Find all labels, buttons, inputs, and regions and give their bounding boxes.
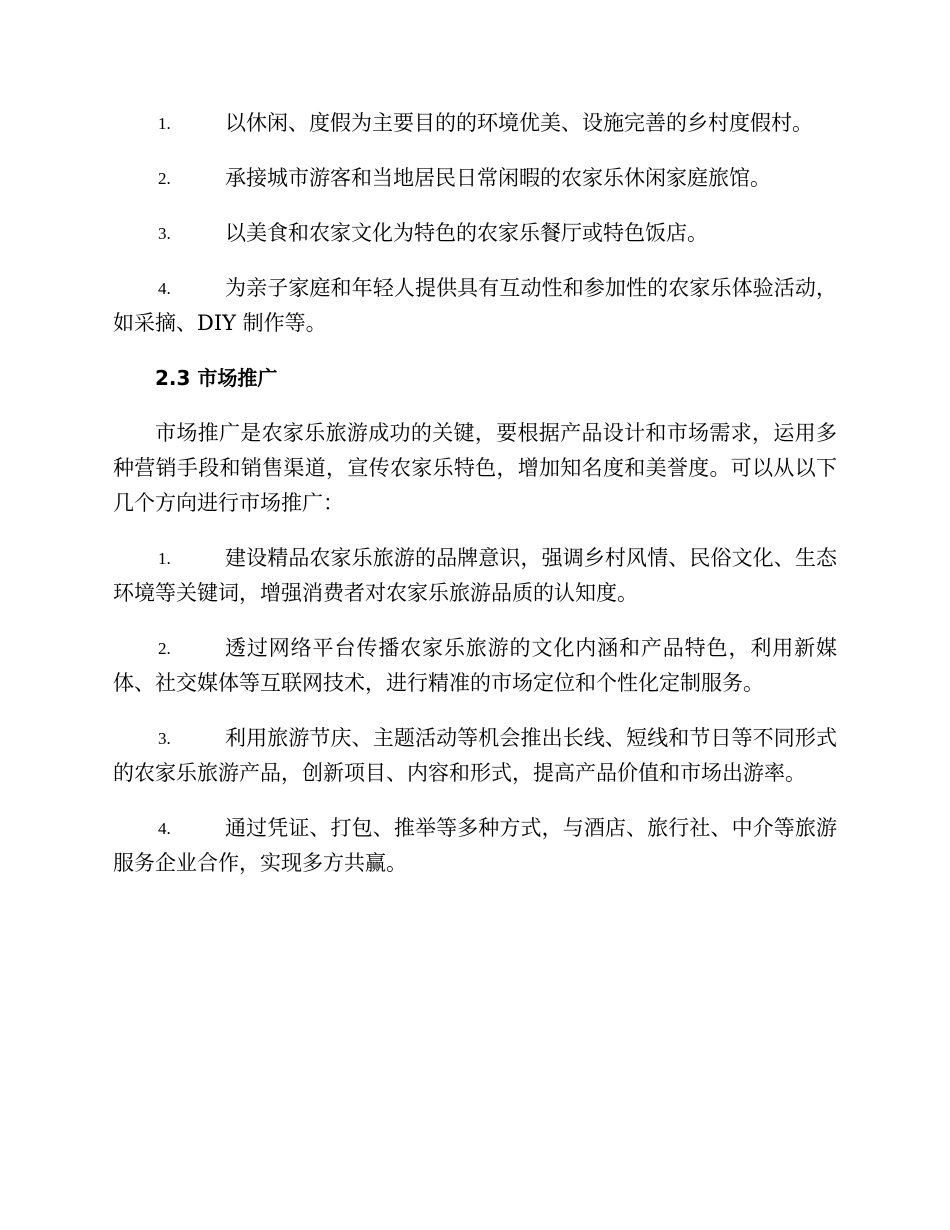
list-number: 3. bbox=[158, 729, 171, 748]
list-text: 以休闲、度假为主要目的的环境优美、设施完善的乡村度假村。 bbox=[225, 111, 813, 135]
list-text: 为亲子家庭和年轻人提供具有互动性和参加性的农家乐体验活动，如采摘、DIY 制作等。 bbox=[113, 276, 837, 335]
list-item bbox=[113, 721, 837, 791]
list-text: 利用旅游节庆、主题活动等机会推出长线、短线和节日等不同形式的农家乐旅游产品，创新项目、内容和形式，提高产品价值和市场出游率。 bbox=[113, 726, 837, 785]
list-text: 承接城市游客和当地居民日常闲暇的农家乐休闲家庭旅馆。 bbox=[225, 166, 771, 190]
list-item bbox=[113, 631, 837, 701]
list-text: 建设精品农家乐旅游的品牌意识，强调乡村风情、民俗文化、生态环境等关键词，增强消费者对农家乐旅游品质的认知度。 bbox=[113, 546, 837, 605]
list-number: 3. bbox=[158, 224, 171, 243]
list-number: 1. bbox=[158, 549, 171, 568]
document-page bbox=[113, 106, 837, 901]
section-intro-paragraph: 市场推广是农家乐旅游成功的关键，要根据产品设计和市场需求，运用多种营销手段和销售渠道，宣传农家乐特色，增加知名度和美誉度。可以从以下几个方向进行市场推广： bbox=[113, 421, 837, 515]
list-text: 以美食和农家文化为特色的农家乐餐厅或特色饭店。 bbox=[225, 221, 708, 245]
list-number: 4. bbox=[158, 279, 171, 298]
section-heading: 2.3 市场推广 bbox=[155, 366, 278, 390]
list-number: 2. bbox=[158, 169, 171, 188]
list-item bbox=[113, 161, 837, 196]
list-item bbox=[113, 106, 837, 141]
list-number: 2. bbox=[158, 639, 171, 658]
list-item bbox=[113, 271, 837, 341]
list-text: 通过凭证、打包、推举等多种方式，与酒店、旅行社、中介等旅游服务企业合作，实现多方共赢。 bbox=[113, 816, 837, 875]
list-item bbox=[113, 811, 837, 881]
list-number: 4. bbox=[158, 819, 171, 838]
list-text: 透过网络平台传播农家乐旅游的文化内涵和产品特色，利用新媒体、社交媒体等互联网技术，进行精准的市场定位和个性化定制服务。 bbox=[113, 636, 837, 695]
list-number: 1. bbox=[158, 114, 171, 133]
list-item bbox=[113, 541, 837, 611]
list-item bbox=[113, 216, 837, 251]
